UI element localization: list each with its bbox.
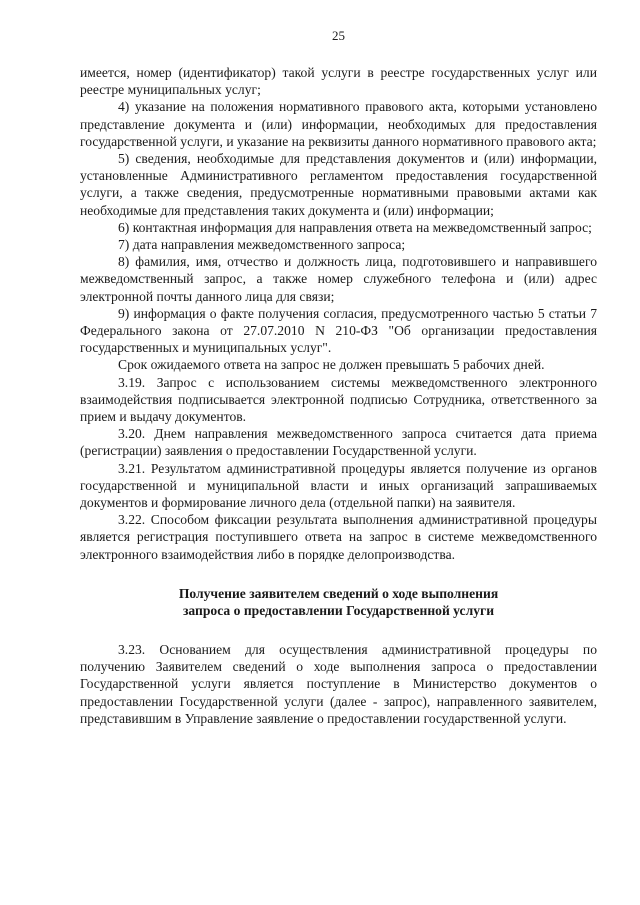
paragraph-response-deadline: Срок ожидаемого ответа на запрос не должен превышать 5 рабочих дней.: [118, 357, 545, 373]
paragraph-3-19: 3.19. Запрос с использованием системы межведомственного электронного взаимодействия подписывается электронной подписью Сотрудника, ответственного за прием и выдачу документов.: [80, 374, 597, 425]
document-page: [80, 28, 597, 727]
paragraph-3-22: 3.22. Способом фиксации результата выполнения административной процедуры является регистрация поступившего ответа на запрос в системе межведомственного электронного взаимодействия либо в порядке делопроизводства.: [80, 512, 597, 562]
section-heading-line-2: запроса о предоставлении Государственной услуги: [182, 603, 495, 619]
section-heading: [80, 585, 597, 620]
section-heading-line-1: Получение заявителем сведений о ходе выполнения: [178, 585, 499, 601]
paragraph-item-9: 9) информация о факте получения согласия, предусмотренного частью 5 статьи 7 Федерального закона от 27.07.2010 N 210-ФЗ "Об организации предоставления государственных и муниципальных услуг".: [80, 305, 597, 356]
paragraph-item-4: 4) указание на положения нормативного правового акта, которыми установлено представление документа и (или) информации, необходимых для предоставления государственной услуги, и указание на реквизиты данного нормативного правового акта;: [80, 99, 597, 149]
paragraph-3-21: 3.21. Результатом административной процедуры является получение из органов государственной и муниципальной власти и иных организаций запрашиваемых документов и формирование личного дела (отдельной папки) на заявителя.: [80, 460, 597, 511]
paragraph-3-20: 3.20. Днем направления межведомственного запроса считается дата приема (регистрации) заявления о предоставлении Государственной услуги.: [80, 426, 597, 459]
body-text-bottom: [80, 641, 597, 727]
paragraph-item-7: 7) дата направления межведомственного запроса;: [118, 237, 406, 253]
paragraph-item-6: 6) контактная информация для направления ответа на межведомственный запрос;: [118, 219, 592, 235]
page-number: 25: [332, 28, 345, 43]
paragraph-item-8: 8) фамилия, имя, отчество и должность лица, подготовившего и направившего межведомственный запрос, а также номер служебного телефона и (или) адрес электронной почты данного лица для связи;: [80, 254, 597, 304]
paragraph-3-23: 3.23. Основанием для осуществления административной процедуры по получению Заявителем сведений о ходе выполнения запроса о предоставлении Государственной услуги является поступление в Министерство документов о предоставлении Государственной услуги (далее - запрос), направленного заявителем, представившим в Управление заявление о предоставлении государственной услуги.: [80, 642, 597, 726]
body-text-top: [80, 64, 597, 563]
paragraph-continuation: имеется, номер (идентификатор) такой услуги в реестре государственных услуг или реестре муниципальных услуг;: [80, 65, 597, 98]
paragraph-item-5: 5) сведения, необходимые для представления документов и (или) информации, установленные Административного регламентом предоставления государственной услуги, а также сведения, предусмотренные нормативными правовыми актами как необходимые для представления таких документа и (или) информации;: [80, 151, 597, 218]
